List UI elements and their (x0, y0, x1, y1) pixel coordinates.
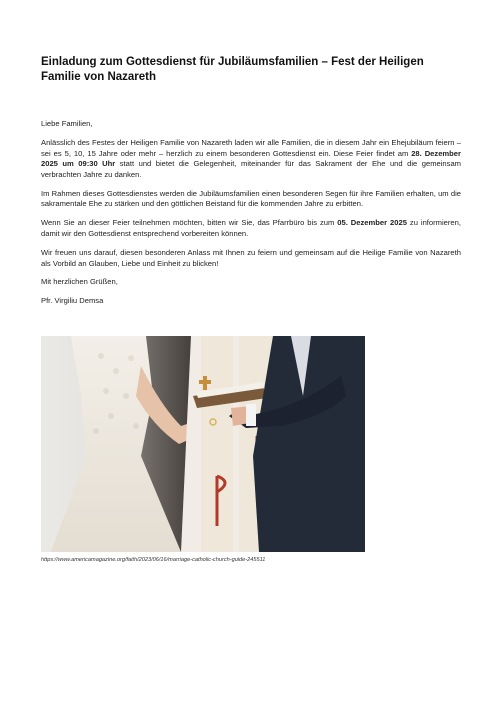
paragraph-closing-wish: Wir freuen uns darauf, diesen besonderen Anlass mit Ihnen zu feiern und gemeinsam auf die Heilige Familie von Nazareth als Vorbild an Glauben, Liebe und Einheit zu blicken! (41, 247, 461, 268)
letter (41, 55, 461, 315)
greeting: Liebe Familien, (41, 119, 93, 128)
page-title: Einladung zum Gottesdienst für Jubiläumsfamilien – Fest der Heiligen Familie von Nazareth (41, 56, 424, 83)
signature: Pfr. Virgiliu Demsa (41, 296, 104, 306)
photo-source-caption: https://www.americamagazine.org/faith/2023/06/16/marriage-catholic-church-guide-245511 (41, 557, 266, 563)
paragraph-blessing: Im Rahmen dieses Gottesdienstes werden die Jubiläumsfamilien einen besonderen Segen für ihre Familien erhalten, um die sakramentale Ehe zu stärken und den göttlichen Beistand für die kommenden Jahre zu erbitten. (41, 188, 461, 209)
wedding-ring-photo (41, 336, 365, 552)
registration-deadline: 05. Dezember 2025 (337, 218, 407, 228)
closing: Mit herzlichen Grüßen, (41, 277, 118, 287)
event-date: 28. Dezember 2025 um 09:30 Uhr (41, 148, 461, 169)
paragraph-invitation: Anlässlich des Festes der Heiligen Familie von Nazareth laden wir alle Familien, die in diesem Jahr ein Ehejubiläum feiern – sei es 5, 10, 15 Jahre oder mehr – herzlich zu einem besonderen Gottesdienst ein. Diese Feier findet am 28. Dezember 2025 um 09:30 Uhr statt und bietet die Gelegenheit, miteinander für das Sakrament der Ehe und die gemeinsam verbrachten Jahre zu danken. (41, 137, 461, 179)
paragraph-registration: Wenn Sie an dieser Feier teilnehmen möchten, bitten wir Sie, das Pfarrbüro bis zum 05. Dezember 2025 zu informieren, damit wir den Gottesdienst entsprechend vorbereiten können. (41, 218, 461, 238)
